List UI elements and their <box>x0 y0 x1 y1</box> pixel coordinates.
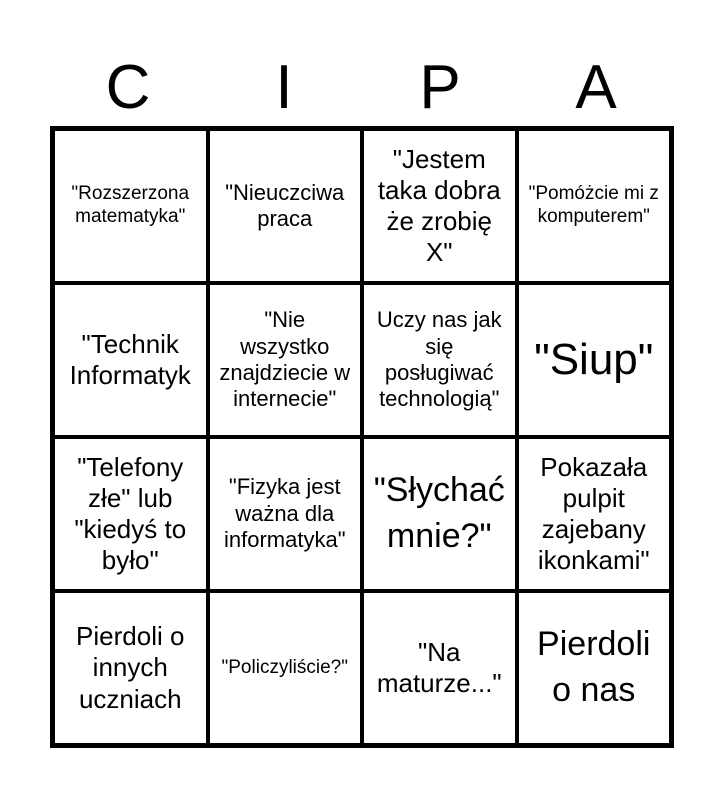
bingo-cell-text: "Jestem taka dobra że zrobię X" <box>377 143 501 268</box>
bingo-cell-text: "Nieuczciwa praca <box>225 179 345 231</box>
bingo-cell-text: "Fizyka jest ważna dla informatyka" <box>223 474 346 553</box>
bingo-cell-text: Pierdoli o innych uczniach <box>76 621 185 714</box>
bingo-cell[interactable] <box>53 283 208 437</box>
bingo-cell-text: "Rozszerzona matematyka" <box>71 183 190 227</box>
bingo-cell-text: Uczy nas jak się posługiwać technologią" <box>376 307 502 412</box>
bingo-cell-text: "Policzyliście?" <box>221 656 348 678</box>
header-letter-a: A <box>575 53 617 122</box>
bingo-cell-text: "Siup" <box>534 334 654 384</box>
bingo-cell[interactable] <box>517 283 672 437</box>
bingo-cell[interactable] <box>517 591 672 745</box>
bingo-cell[interactable] <box>208 129 363 283</box>
bingo-header <box>50 50 674 126</box>
bingo-cell-text: Pierdoli o nas <box>537 625 651 709</box>
bingo-cell-text: "Nie wszystko znajdziecie w internecie" <box>219 307 351 412</box>
bingo-cell-text: "Telefony złe" lub "kiedyś to było" <box>74 451 187 576</box>
header-letter-p: P <box>419 53 461 122</box>
bingo-cell[interactable] <box>53 437 208 591</box>
bingo-cell-text: "Słychać mnie?" <box>373 471 505 555</box>
bingo-cell[interactable] <box>362 437 517 591</box>
header-letter-i: I <box>275 53 293 122</box>
bingo-cell[interactable] <box>517 437 672 591</box>
bingo-cell[interactable] <box>53 129 208 283</box>
bingo-cell[interactable] <box>517 129 672 283</box>
bingo-cell[interactable] <box>362 591 517 745</box>
header-letter-c: C <box>105 53 151 122</box>
bingo-cell-text: Pokazała pulpit zajebany ikonkami" <box>537 451 650 576</box>
bingo-cell-text: "Na maturze..." <box>376 636 502 698</box>
bingo-cell[interactable] <box>362 283 517 437</box>
bingo-cell[interactable] <box>208 437 363 591</box>
bingo-cell-text: "Technik Informatyk <box>69 328 191 390</box>
bingo-board <box>50 126 674 748</box>
bingo-cell[interactable] <box>53 591 208 745</box>
bingo-cell[interactable] <box>208 283 363 437</box>
bingo-cell[interactable] <box>208 591 363 745</box>
bingo-cell[interactable] <box>362 129 517 283</box>
bingo-cell-text: "Pomóżcie mi z komputerem" <box>528 183 659 227</box>
